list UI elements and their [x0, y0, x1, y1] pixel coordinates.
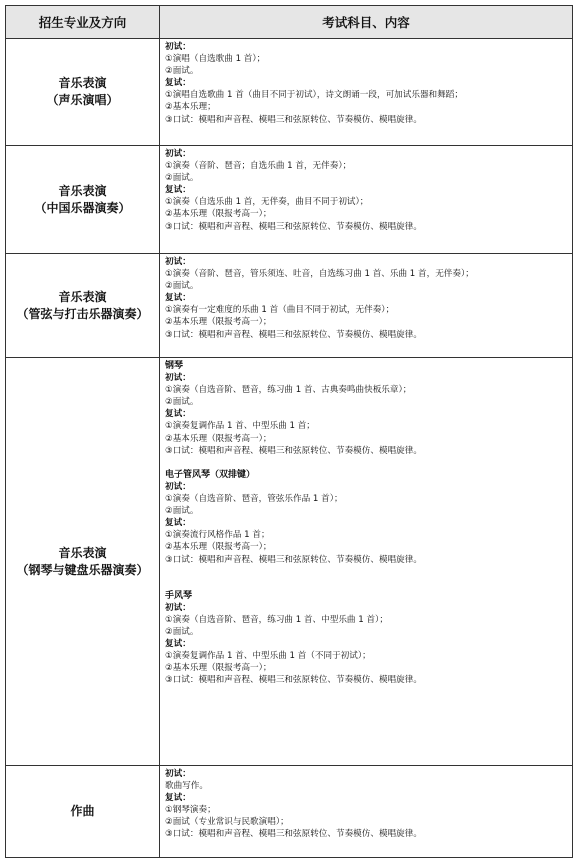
exam-stage-label: 复试： — [165, 409, 191, 420]
exam-stage-label: 复试： — [165, 793, 191, 804]
exam-item-line: ③口试：模唱和声音程、模唱三和弦原转位、节奏模仿、模唱旋律。 — [165, 221, 422, 232]
exam-item-line: ②面试。 — [165, 397, 199, 408]
major-name-line: 音乐表演 — [58, 183, 107, 198]
exam-item-line: ②面试。 — [165, 627, 199, 638]
major-name-line: 作曲 — [70, 804, 95, 818]
exam-item-line: ①演唱自选歌曲 1 首（曲目不同于初试），诗文朗诵一段，可加试乐器和舞蹈； — [165, 90, 463, 101]
major-name-line: （钢琴与键盘乐器演奏） — [16, 562, 149, 577]
major-name-line: 音乐表演 — [58, 289, 107, 304]
exam-stage-label: 复试： — [165, 293, 191, 304]
exam-item-line: ①演奏有一定难度的乐曲 1 首（曲目不同于初试，无伴奏）； — [165, 305, 395, 316]
exam-stage-label: 复试： — [165, 78, 191, 89]
exam-item-line: ②面试。 — [165, 66, 199, 77]
exam-item-line: ①演奏（自选乐曲 1 首，无伴奏，曲目不同于初试）； — [165, 197, 369, 208]
exam-stage-label: 复试： — [165, 518, 191, 529]
exam-stage-label: 初试： — [165, 42, 191, 52]
section-spacer — [165, 457, 570, 469]
exam-item-line: ②面试。 — [165, 281, 199, 292]
exam-item-line: ②面试。 — [165, 506, 199, 517]
section-spacer — [165, 578, 570, 590]
exam-item-line: ①演奏（自选音阶、琶音，练习曲 1 首、古典奏鸣曲快板乐章）； — [165, 385, 412, 396]
exam-item-line: ③口试：模唱和声音程、模唱三和弦原转位、节奏模仿、模唱旋律。 — [165, 445, 422, 456]
major-cell — [6, 146, 160, 254]
exam-stage-label: 初试： — [165, 481, 191, 492]
exam-item-line: ②基本乐理（限报考高一）； — [165, 209, 272, 220]
exam-item-line: ①演奏（自选音阶、琶音，练习曲 1 首、中型乐曲 1 首）； — [165, 614, 388, 625]
exam-stage-label: 初试： — [165, 149, 191, 159]
table-row — [6, 254, 573, 358]
exam-content-cell — [160, 766, 573, 858]
major-cell — [6, 39, 160, 146]
exam-requirements-table — [5, 5, 573, 858]
exam-item-line: ②面试（专业常识与民歌演唱）； — [165, 817, 289, 828]
exam-item-line: ①钢琴演奏； — [165, 805, 216, 816]
instrument-subheading: 电子管风琴（双排键） — [165, 469, 256, 480]
exam-item-line: ①演奏（音阶、琶音，管乐须连、吐音，自选练习曲 1 首、乐曲 1 首，无伴奏）； — [165, 269, 474, 280]
header-major: 招生专业及方向 — [6, 6, 160, 39]
instrument-subheading: 钢琴 — [165, 361, 184, 371]
exam-stage-label: 初试： — [165, 602, 191, 613]
exam-item-line: ③口试：模唱和声音程、模唱三和弦原转位、节奏模仿、模唱旋律。 — [165, 114, 422, 125]
exam-item-line: ②面试。 — [165, 173, 199, 184]
major-name-line: （管弦与打击乐器演奏） — [16, 306, 149, 321]
header-exam-content: 考试科目、内容 — [160, 6, 573, 39]
exam-item-line: ③口试：模唱和声音程、模唱三和弦原转位、节奏模仿、模唱旋律。 — [165, 675, 422, 686]
table-row — [6, 766, 573, 858]
exam-item-line: ①演奏（音阶、琶音；自选乐曲 1 首，无伴奏）； — [165, 161, 352, 172]
table-row — [6, 39, 573, 146]
major-name-line: （中国乐器演奏） — [34, 200, 131, 215]
major-name-line: 音乐表演 — [58, 76, 107, 90]
exam-stage-label: 初试： — [165, 257, 191, 267]
exam-item-line: ③口试：模唱和声音程、模唱三和弦原转位、节奏模仿、模唱旋律。 — [165, 329, 422, 340]
exam-content-cell — [160, 254, 573, 358]
major-name-line: （声乐演唱） — [46, 93, 119, 107]
exam-item-line: ②基本乐理； — [165, 102, 216, 113]
exam-content-cell — [160, 39, 573, 146]
section-spacer — [165, 566, 570, 578]
instrument-subheading: 手风琴 — [165, 590, 193, 601]
exam-item-line: 歌曲写作。 — [165, 781, 208, 792]
exam-stage-label: 初试： — [165, 373, 191, 384]
major-name-line: 音乐表演 — [58, 545, 107, 560]
exam-item-line: ①演唱（自选歌曲 1 首）； — [165, 54, 266, 65]
table-row — [6, 358, 573, 766]
table-header-row — [6, 6, 573, 39]
major-cell — [6, 254, 160, 358]
exam-item-line: ②基本乐理（限报考高一）； — [165, 433, 272, 444]
exam-item-line: ①演奏（自选音阶、琶音，管弦乐作品 1 首）； — [165, 494, 343, 505]
exam-content-cell — [160, 358, 573, 766]
exam-stage-label: 初试： — [165, 769, 191, 779]
exam-content-cell — [160, 146, 573, 254]
major-cell — [6, 766, 160, 858]
exam-item-line: ③口试：模唱和声音程、模唱三和弦原转位、节奏模仿、模唱旋律。 — [165, 554, 422, 565]
exam-item-line: ②基本乐理（限报考高一）； — [165, 317, 272, 328]
exam-item-line: ③口试：模唱和声音程、模唱三和弦原转位、节奏模仿、模唱旋律。 — [165, 829, 422, 840]
exam-stage-label: 复试： — [165, 185, 191, 196]
exam-item-line: ①演奏流行风格作品 1 首； — [165, 530, 270, 541]
exam-item-line: ①演奏复调作品 1 首、中型乐曲 1 首； — [165, 421, 315, 432]
table-row — [6, 146, 573, 254]
major-cell — [6, 358, 160, 766]
exam-item-line: ①演奏复调作品 1 首、中型乐曲 1 首（不同于初试）； — [165, 651, 371, 662]
exam-item-line: ②基本乐理（限报考高一）； — [165, 542, 272, 553]
exam-item-line: ②基本乐理（限报考高一）； — [165, 663, 272, 674]
exam-stage-label: 复试： — [165, 639, 191, 650]
